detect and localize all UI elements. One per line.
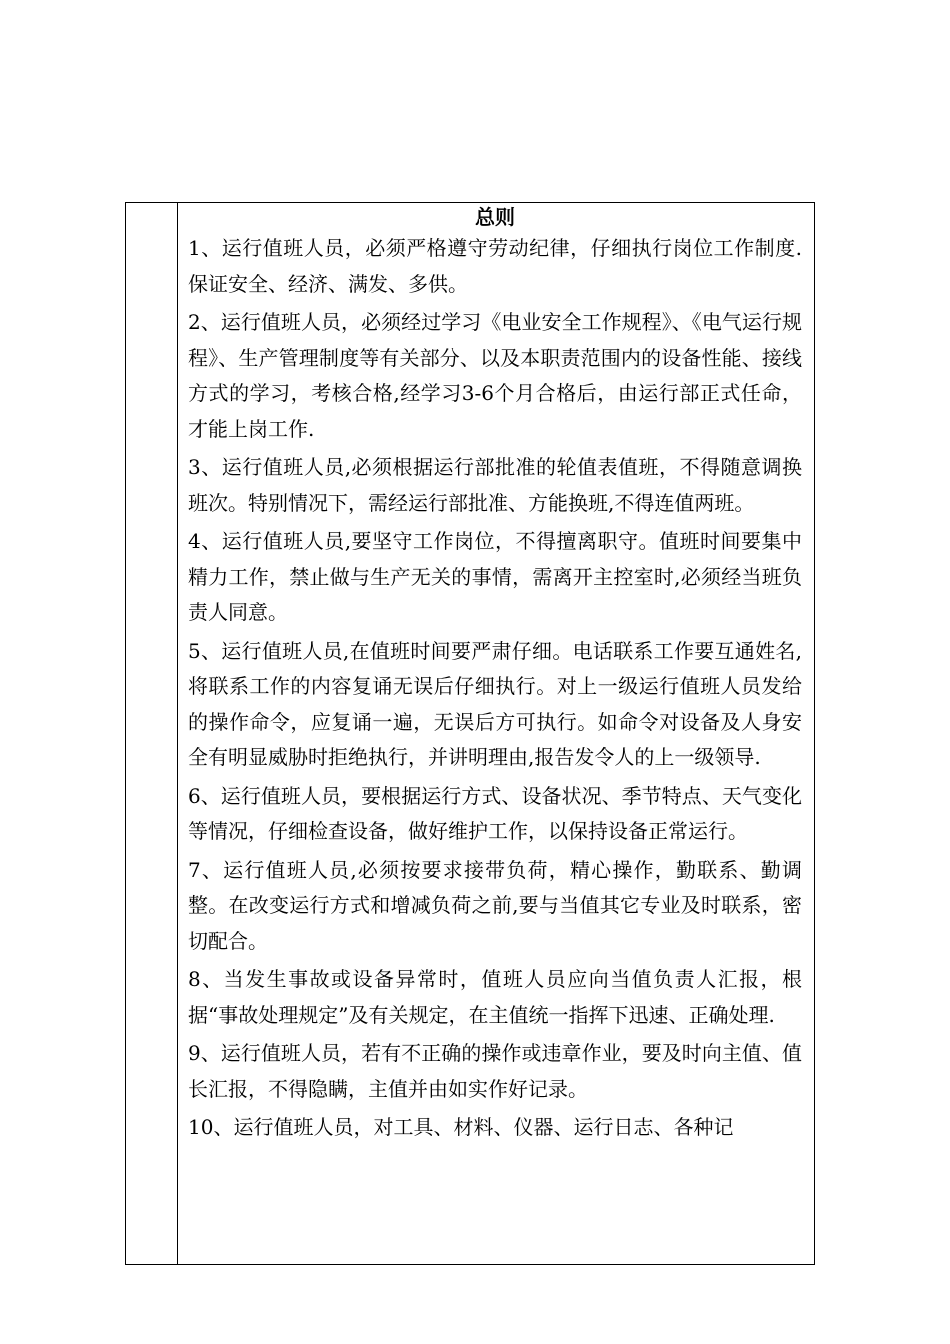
rule-paragraph-4: 4、运行值班人员,要坚守工作岗位，不得擅离职守。值班时间要集中精力工作，禁止做与生产无关的事情，需离开主控室时,必须经当班负责人同意。	[188, 529, 802, 624]
document-table	[125, 202, 815, 1265]
rule-paragraph-6: 6、运行值班人员，要根据运行方式、设备状况、季节特点、天气变化等情况，仔细检查设备，做好维护工作，以保持设备正常运行。	[188, 783, 802, 843]
section-title: 总则	[475, 205, 515, 229]
content-cell	[178, 203, 814, 1264]
rule-paragraph-3: 3、运行值班人员,必须根据运行部批准的轮值表值班，不得随意调换班次。特别情况下，需经运行部批准、方能换班,不得连值两班。	[188, 455, 802, 515]
rule-paragraph-2: 2、运行值班人员，必须经过学习《电业安全工作规程》、《电气运行规程》、生产管理制度等有关部分、以及本职责范围内的设备性能、接线方式的学习，考核合格,经学习3-6个月合格后，由运行部正式任命，才能上岗工作.	[188, 310, 802, 441]
rule-paragraph-1: 1、运行值班人员，必须严格遵守劳动纪律，仔细执行岗位工作制度.保证安全、经济、满发、多供。	[188, 236, 802, 296]
rule-paragraph-5: 5、运行值班人员,在值班时间要严肃仔细。电话联系工作要互通姓名,将联系工作的内容复诵无误后仔细执行。对上一级运行值班人员发给的操作命令，应复诵一遍，无误后方可执行。如命令对设备及人身安全有明显威胁时拒绝执行，并讲明理由,报告发令人的上一级领导.	[188, 638, 802, 769]
rule-paragraph-8: 8、当发生事故或设备异常时，值班人员应向当值负责人汇报，根据“事故处理规定”及有关规定，在主值统一指挥下迅速、正确处理.	[188, 967, 802, 1027]
rule-paragraph-7: 7、运行值班人员,必须按要求接带负荷，精心操作，勤联系、勤调整。在改变运行方式和增减负荷之前,要与当值其它专业及时联系，密切配合。	[188, 857, 802, 953]
rule-paragraph-10: 10、运行值班人员，对工具、材料、仪器、运行日志、各种记	[188, 1115, 734, 1139]
left-column	[126, 203, 178, 1264]
rule-paragraph-9: 9、运行值班人员，若有不正确的操作或违章作业，要及时向主值、值长汇报，不得隐瞒，主值并由如实作好记录。	[188, 1041, 802, 1101]
